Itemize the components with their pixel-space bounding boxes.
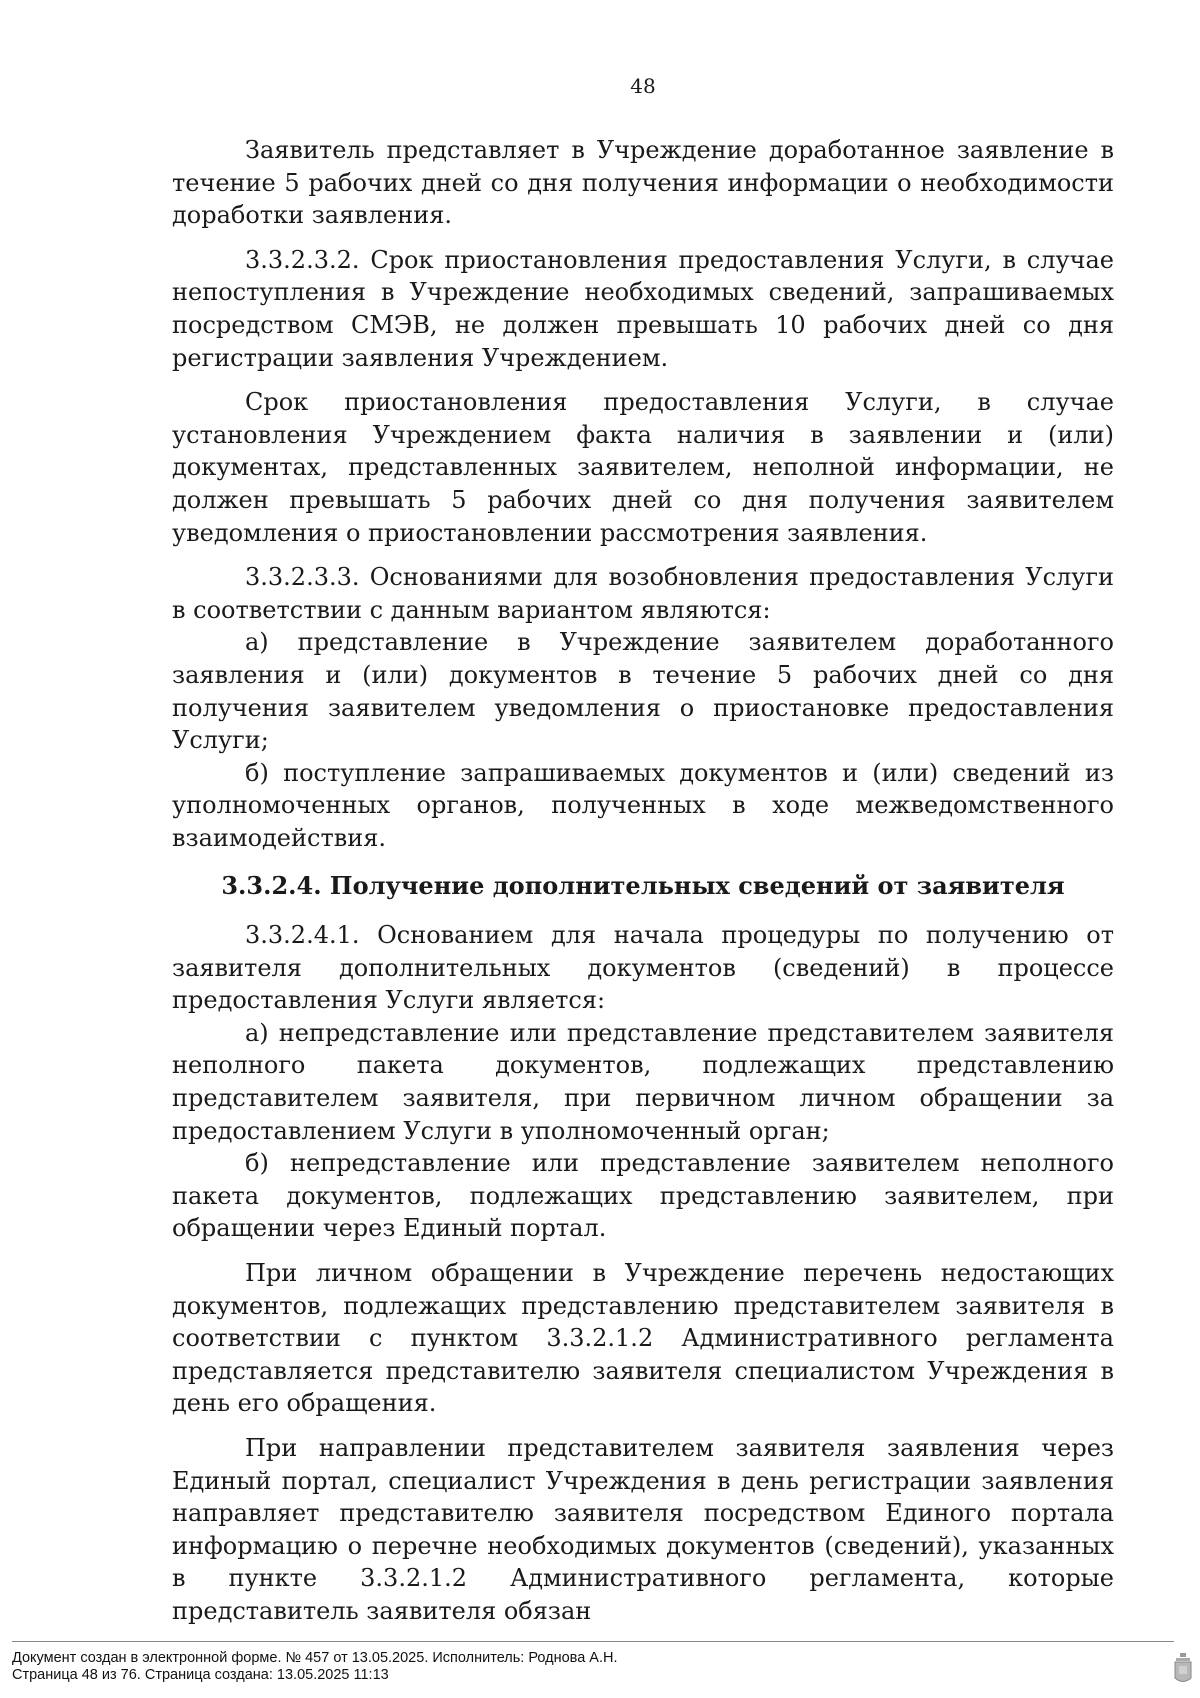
coat-of-arms-icon <box>1173 1652 1193 1686</box>
footer-line: Документ создан в электронной форме. № 457 от 13.05.2025. Исполнитель: Роднова А.Н. <box>12 1650 618 1666</box>
list-item: а) непредставление или представление представителем заявителя неполного пакета документов, подлежащих представлению представителем заявителя, при первичном личном обращении за предоставлением Услуги в уполномоченный орган; <box>172 1018 1114 1145</box>
footer-divider <box>12 1641 1174 1642</box>
list-item: а) представление в Учреждение заявителем доработанного заявления и (или) документов в течение 5 рабочих дней со дня получения заявителем уведомления о приостановке предоставления Услуги; <box>172 628 1114 755</box>
paragraph: 3.3.2.3.2. Срок приостановления предоставления Услуги, в случае непоступления в Учреждение необходимых сведений, запрашиваемых посредством СМЭВ, не должен превышать 10 рабочих дней со дня регистрации заявления Учреждением. <box>172 245 1114 372</box>
document-body <box>172 134 1114 1628</box>
page-number: 48 <box>630 74 656 98</box>
paragraph: Заявитель представляет в Учреждение доработанное заявление в течение 5 рабочих дней со дня получения информации о необходимости доработки заявления. <box>172 136 1114 230</box>
list-item: б) поступление запрашиваемых документов и (или) сведений из уполномоченных органов, полученных в ходе межведомственного взаимодействия. <box>172 758 1114 852</box>
paragraph: 3.3.2.3.3. Основаниями для возобновления предоставления Услуги в соответствии с данным вариантом являются: <box>172 563 1114 624</box>
paragraph: 3.3.2.4.1. Основанием для начала процедуры по получению от заявителя дополнительных документов (сведений) в процессе предоставления Услуги является: <box>172 921 1114 1015</box>
footer-line: Страница 48 из 76. Страница создана: 13.05.2025 11:13 <box>12 1667 389 1683</box>
section-heading: 3.3.2.4. Получение дополнительных сведений от заявителя <box>221 871 1065 901</box>
paragraph: При личном обращении в Учреждение перечень недостающих документов, подлежащих представлению представителем заявителя в соответствии с пунктом 3.3.2.1.2 Административного регламента представляется представителю заявителя специалистом Учреждения в день его обращения. <box>172 1259 1114 1418</box>
list-item: б) непредставление или представление заявителем неполного пакета документов, подлежащих представлению заявителем, при обращении через Единый портал. <box>172 1149 1114 1243</box>
document-footer <box>12 1650 618 1684</box>
paragraph: Срок приостановления предоставления Услуги, в случае установления Учреждением факта наличия в заявлении и (или) документах, представленных заявителем, неполной информации, не должен превышать 5 рабочих дней со дня получения заявителем уведомления о приостановлении рассмотрения заявления. <box>172 388 1114 547</box>
paragraph: При направлении представителем заявителя заявления через Единый портал, специалист Учреждения в день регистрации заявления направляет представителю заявителя посредством Единого портала информацию о перечне необходимых документов (сведений), указанных в пункте 3.3.2.1.2 Административного регламента, которые представитель заявителя обязан <box>172 1433 1114 1625</box>
